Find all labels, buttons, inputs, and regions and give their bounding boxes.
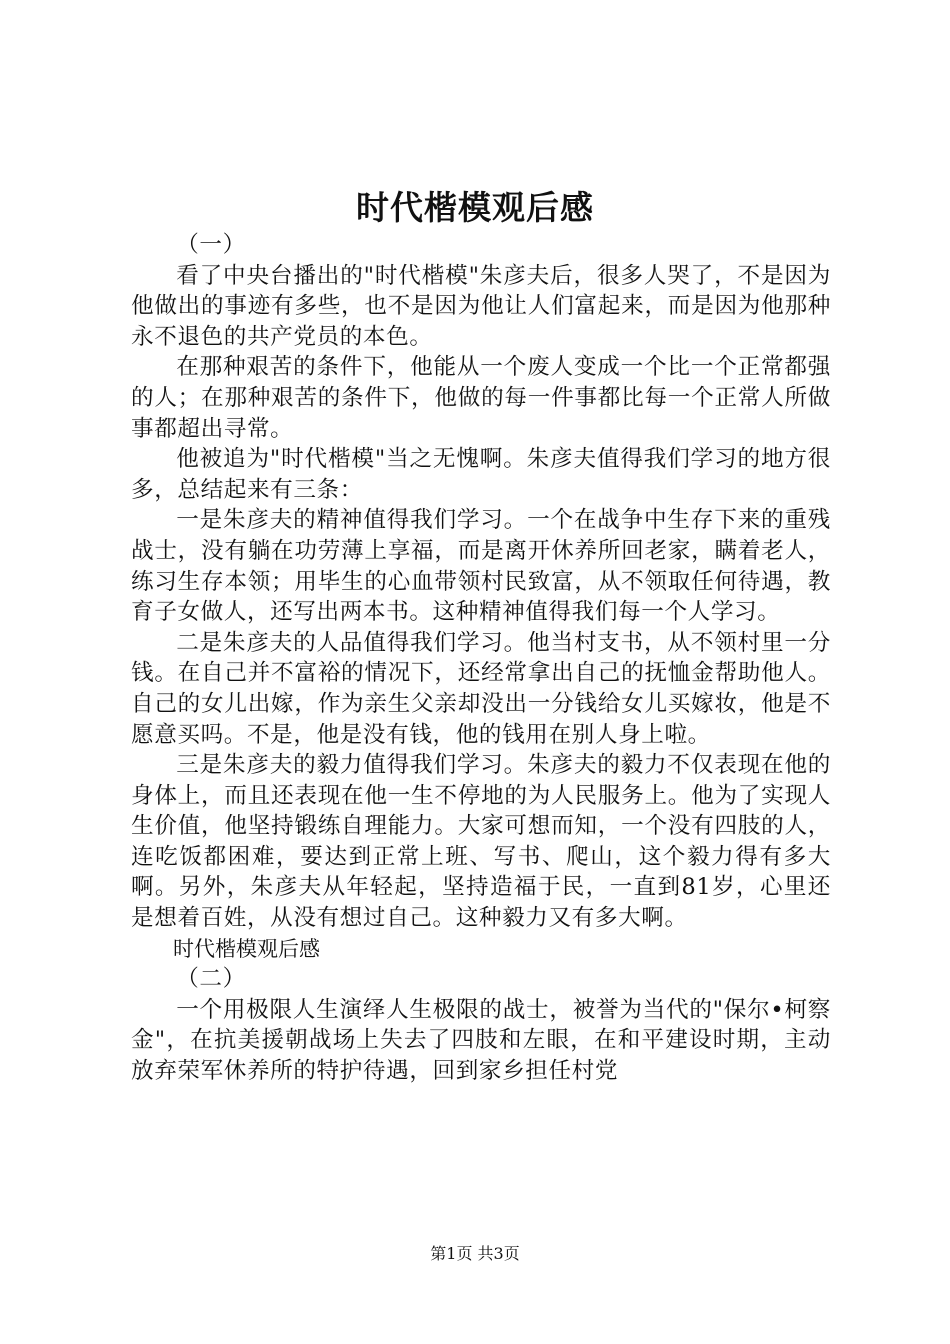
section-heading-two: （二） [176,966,246,993]
paragraph-intro: 看了中央台播出的"时代楷模"朱彦夫后，很多人哭了，不是因为他做出的事迹有多些，也不是因为他让人们富起来，而是因为他那种永不退色的共产党员的本色。 [131,262,831,350]
section-heading-one: （一） [176,232,246,258]
document-title: 时代楷模观后感 [356,188,594,227]
paragraph-summary: 他被追为"时代楷模"当之无愧啊。朱彦夫值得我们学习的地方很多，总结起来有三条： [131,446,831,503]
paragraph-character: 二是朱彦夫的人品值得我们学习。他当村支书，从不领村里一分钱。在自己并不富裕的情况下，还经常拿出自己的抚恤金帮助他人。自己的女儿出嫁，作为亲生父亲却没出一分钱给女儿买嫁妆，他是不愿意买吗。不是，他是没有钱，他的钱用在别人身上啦。 [131,629,831,748]
page-footer: 第1页 共3页 [430,1244,520,1263]
subtitle-repeat: 时代楷模观后感 [173,936,320,961]
paragraph-perseverance: 三是朱彦夫的毅力值得我们学习。朱彦夫的毅力不仅表现在他的身体上，而且还表现在他一生不停地的为人民服务上。他为了实现人生价值，他坚持锻练自理能力。大家可想而知，一个没有四肢的人，连吃饭都困难，要达到正常上班、写书、爬山，这个毅力得有多大啊。另外，朱彦夫从年轻起，坚持造福于民，一直到81岁，心里还是想着百姓，从没有想过自己。这种毅力又有多大啊。 [131,752,831,932]
paragraph-conditions: 在那种艰苦的条件下，他能从一个废人变成一个比一个正常都强的人；在那种艰苦的条件下，他做的每一件事都比每一个正常人所做事都超出寻常。 [131,354,831,442]
paragraph-spirit: 一是朱彦夫的精神值得我们学习。一个在战争中生存下来的重残战士，没有躺在功劳薄上享福，而是离开休养所回老家，瞒着老人，练习生存本领；用毕生的心血带领村民致富，从不领取任何待遇，教育子女做人，还写出两本书。这种精神值得我们每一个人学习。 [131,507,831,626]
paragraph-soldier: 一个用极限人生演绎人生极限的战士，被誉为当代的"保尔•柯察金"，在抗美援朝战场上失去了四肢和左眼，在和平建设时期，主动放弃荣军休养所的特护待遇，回到家乡担任村党 [131,996,831,1085]
document-body [131,230,831,1087]
